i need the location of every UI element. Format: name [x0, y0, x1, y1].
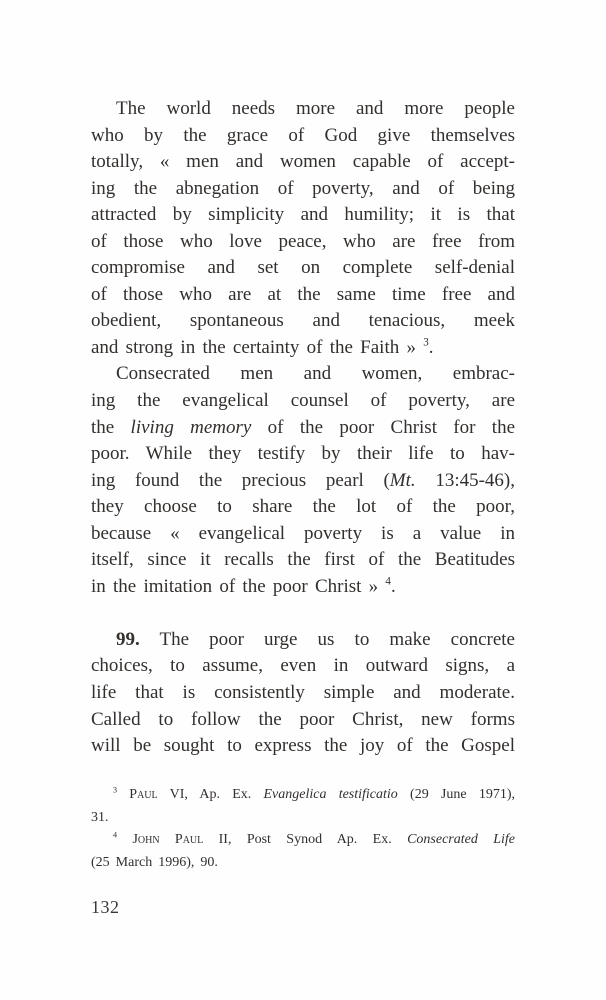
text-line: because « evangelical poverty is a value in — [91, 522, 515, 544]
footnote — [91, 829, 515, 874]
footnote — [91, 784, 515, 829]
text-line: of those who are at the same time free and — [91, 283, 515, 305]
body-text — [91, 96, 515, 760]
text-line: $^3$ Paul VI, Ap. Ex. Evangelica testificatio (29 June 1971), — [113, 785, 515, 802]
text-line: Called to follow the poor Christ, new forms — [91, 708, 515, 730]
text-line: choices, to assume, even in outward signs, a — [91, 655, 515, 677]
text-line: ing found the precious pearl (Mt. 13:45-46), — [91, 469, 516, 491]
text-line: (25 March 1996), 90. — [91, 854, 218, 870]
text-line: totally, « men and women capable of accept- — [91, 151, 515, 173]
text-line: attracted by simplicity and humility; it is that — [91, 204, 515, 226]
text-line: obedient, spontaneous and tenacious, meek — [91, 310, 515, 332]
text-line: Consecrated men and women, embrac- — [116, 363, 515, 385]
paragraph — [91, 96, 515, 361]
text-line: ing the abnegation of poverty, and of being — [91, 177, 515, 199]
footnotes — [91, 784, 515, 874]
text-line: The world needs more and more people — [116, 98, 515, 119]
text-line: compromise and set on complete self-denial — [91, 257, 515, 279]
page-number: 132 — [91, 897, 120, 917]
text-line: the living memory of the poor Christ for the — [91, 416, 516, 438]
text-line: will be sought to express the joy of the Gospel — [91, 735, 515, 757]
paragraph — [91, 361, 515, 600]
text-line: 99. The poor urge us to make concrete — [116, 628, 515, 650]
text-line: who by the grace of God give themselves — [91, 124, 515, 146]
text-line: itself, since it recalls the first of the Beatitudes — [91, 549, 515, 571]
text-line: they choose to share the lot of the poor, — [91, 496, 515, 518]
text-line: ing the evangelical counsel of poverty, are — [91, 390, 515, 412]
text-line: poor. While they testify by their life to hav- — [91, 443, 515, 465]
text-line: $^4$ John Paul II, Post Synod Ap. Ex. Consecrated Life — [113, 830, 516, 848]
text-line: of those who love peace, who are free from — [91, 230, 515, 252]
text-line: life that is consistently simple and moderate. — [91, 682, 515, 704]
text-line: in the imitation of the poor Christ » $^4$. — [91, 575, 396, 597]
text-line: 31. — [91, 809, 109, 825]
text-line: and strong in the certainty of the Faith » $^3$. — [91, 336, 434, 358]
paragraph — [91, 627, 515, 760]
